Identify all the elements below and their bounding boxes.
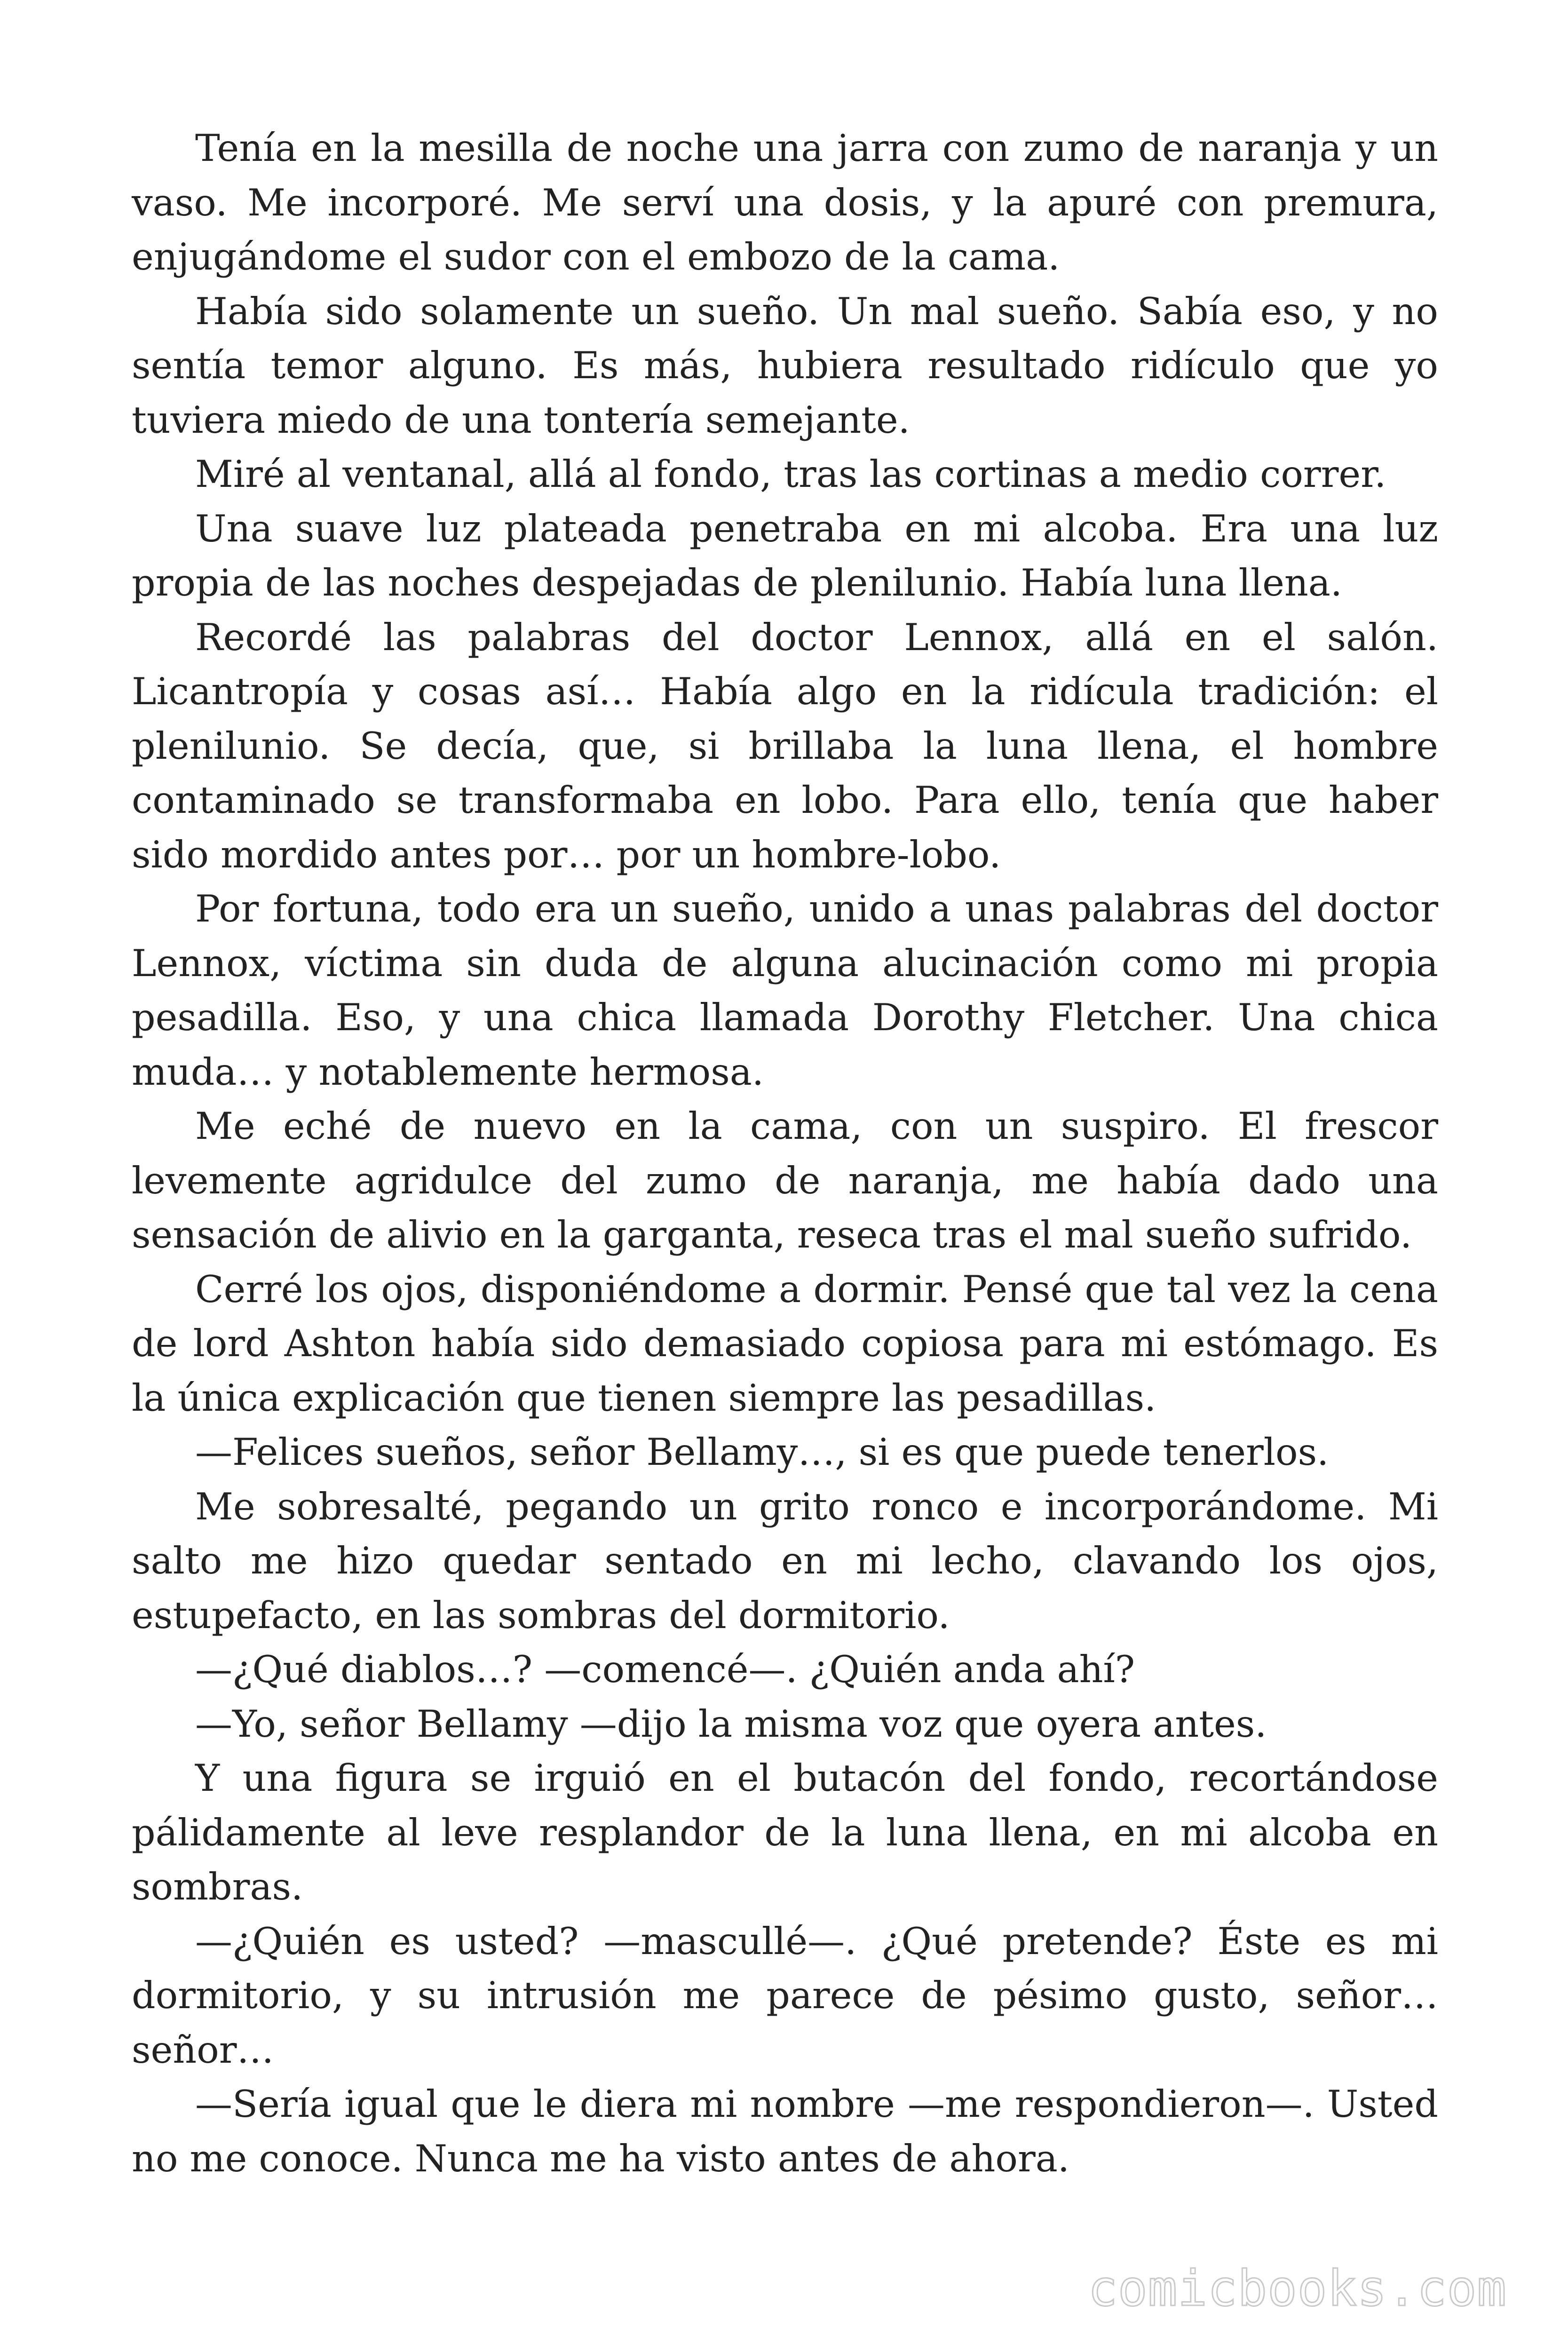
paragraph-6: Por fortuna, todo era un sueño, unido a unas palabras del doctor Lennox, víctima sin duda de alguna alucinación como mi propia pesadilla. Eso, y una chica llamada Dorothy Fletcher. Una chica muda… y notablemente hermosa. [132, 887, 1438, 1094]
paragraph-14: —¿Quién es usted? —mascullé—. ¿Qué pretende? Éste es mi dormitorio, y su intrusión me parece de pésimo gusto, señor… señor… [132, 1919, 1438, 2072]
paragraph-12: —Yo, señor Bellamy —dijo la misma voz que oyera antes. [195, 1702, 1267, 1746]
watermark: comicbooks.com [1088, 2260, 1507, 2317]
paragraph-10: Me sobresalté, pegando un grito ronco e incorporándome. Mi salto me hizo quedar sentado en mi lecho, clavando los ojos, estupefacto, en las sombras del dormitorio. [132, 1485, 1438, 1637]
paragraph-7: Me eché de nuevo en la cama, con un suspiro. El frescor levemente agridulce del zumo de naranja, me había dado una sensación de alivio en la garganta, reseca tras el mal sueño sufrido. [132, 1104, 1438, 1256]
paragraph-11: —¿Qué diablos…? —comencé—. ¿Quién anda ahí? [195, 1648, 1135, 1691]
paragraph-5: Recordé las palabras del doctor Lennox, allá en el salón. Licantropía y cosas así… Había algo en la ridícula tradición: el plenilunio. Se decía, que, si brillaba la luna llena, el hombre contaminado se transformaba en lobo. Para ello, tenía que haber sido mordido antes por… por un hombre-lobo. [132, 615, 1438, 876]
paragraph-8: Cerré los ojos, disponiéndome a dormir. Pensé que tal vez la cena de lord Ashton había sido demasiado copiosa para mi estómago. Es la única explicación que tienen siempre las pesadillas. [132, 1267, 1438, 1420]
paragraph-3: Miré al ventanal, allá al fondo, tras las cortinas a medio correr. [195, 453, 1386, 496]
paragraph-2: Había sido solamente un sueño. Un mal sueño. Sabía eso, y no sentía temor alguno. Es más, hubiera resultado ridículo que yo tuviera miedo de una tontería semejante. [132, 289, 1438, 442]
body-text [132, 121, 1438, 2186]
paragraph-9: —Felices sueños, señor Bellamy…, si es que puede tenerlos. [195, 1430, 1329, 1474]
paragraph-15: —Sería igual que le diera mi nombre —me respondieron—. Usted no me conoce. Nunca me ha visto antes de ahora. [132, 2082, 1438, 2180]
paragraph-1: Tenía en la mesilla de noche una jarra con zumo de naranja y un vaso. Me incorporé. Me serví una dosis, y la apuré con premura, enjugándome el sudor con el embozo de la cama. [132, 127, 1438, 278]
paragraph-13: Y una figura se irguió en el butacón del fondo, recortándose pálidamente al leve resplandor de la luna llena, en mi alcoba en sombras. [132, 1756, 1438, 1908]
paragraph-4: Una suave luz plateada penetraba en mi alcoba. Era una luz propia de las noches despejadas de plenilunio. Había luna llena. [132, 507, 1438, 604]
